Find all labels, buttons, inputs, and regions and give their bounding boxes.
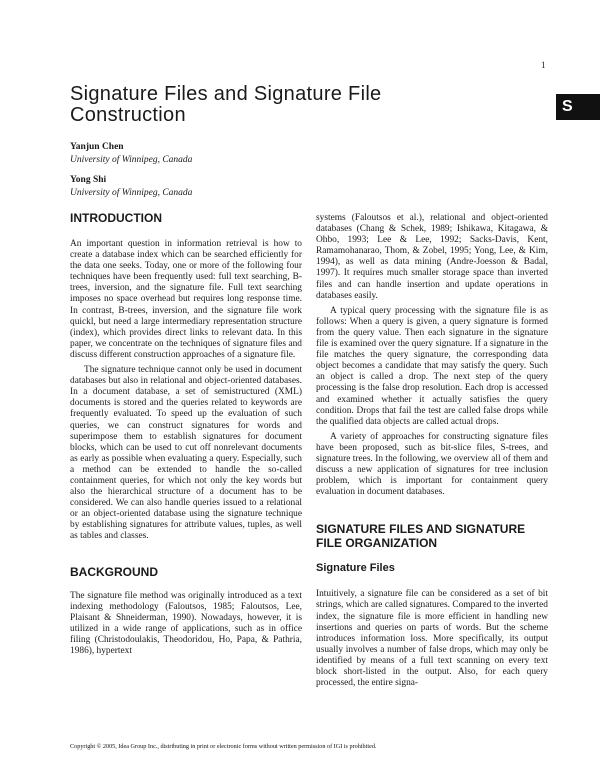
background-heading: BACKGROUND [70, 564, 158, 579]
background-paragraph: The signature file method was originally introduced as a text indexing methodology (Faloutsos, 1985; Faloutsos, Lee, Plaisant & Shneiderman, 1990). Nowadays, however, it is utilized in a wide range of applications, such as in office filing (Christodoulakis, Theodoridou, Ho, Papa, & Pathria, 1986), hypertext [70, 590, 302, 656]
intro-paragraph: An important question in information retrieval is how to create a database index which can be searched efficiently for the data one seeks. Today, one or more of the following four techniques have been frequently used: full text searching, B-trees, inversion, and the signature file. Full text searching imposes no space overhead but requires long response time. In contrast, B-trees, inversion, and the signature file work quickl, but need a large intermediary representation structure (index), which provides direct links to relevant data. In this paper, we concentrate on the techniques of signature files and discuss different construction approaches of a signature file. [70, 239, 302, 360]
paper-title: Signature Files and Signature File Construction [70, 83, 382, 126]
left-column [70, 211, 302, 657]
author-name: Yong Shi [70, 175, 107, 185]
copyright-footer: Copyright © 2005, Idea Group Inc., distributing in print or electronic forms without written permission of IGI is prohibited. [70, 743, 377, 750]
section-heading: SIGNATURE FILES AND SIGNATURE FILE ORGANIZATION [316, 522, 526, 551]
body-paragraph: A variety of approaches for constructing signature files have been proposed, such as bit-slice files, S-trees, and signature trees. In the following, we overview all of them and discuss a new application of signatures for tree inclusion problem, which is important for containment query evaluation in document databases. [316, 431, 548, 498]
introduction-heading: INTRODUCTION [70, 211, 162, 225]
right-column [316, 213, 548, 689]
subsection-heading: Signature Files [316, 562, 395, 575]
body-paragraph: A typical query processing with the signature file is as follows: When a query is given, a query signature is formed from the query value. Then each signature in the signature file is examined over the query signature. If a signature in the file matches the query signature, the corresponding data object becomes a candidate that may satisfy the query. Such an object is called a drop. The next step of the query processing is the false drop resolution. Each drop is accessed and examined whether it actually satisfies the query condition. Drops that fail the test are called false drops while the qualified data objects are called actual drops. [316, 305, 548, 427]
author-name: Yanjun Chen [70, 142, 124, 152]
author-affiliation: University of Winnipeg, Canada [70, 188, 193, 198]
page-number: 1 [541, 60, 546, 70]
intro-paragraph: The signature technique cannot only be used in document databases but also in relational and object-oriented databases. In a document database, a set of semistructured (XML) documents is stored and the queries related to keywords are frequently evaluated. To speed up the evaluation of such queries, we can construct signatures for words and superimpose them to establish signatures for document blocks, which can be used to cut off nonrelevant documents as early as possible when evaluating a query. Especially, such a method can be extended to handle the so-called containment queries, for which not only the key words but also the hierarchical structure of a document has to be considered. We can also handle queries issued to a relational or an object-oriented database using the signature technique by establishing signatures for attribute values, tuples, as well as tables and classes. [70, 365, 302, 542]
body-paragraph: Intuitively, a signature file can be considered as a set of bit strings, which are called signatures. Compared to the inverted index, the signature file is more efficient in handling new insertions and queries on parts of words. But the scheme introduces information loss. More specifically, its output usually involves a number of false drops, which may only be identified by means of a full text scanning on every text block short-listed in the output. Also, for each query processed, the entire signa- [316, 589, 548, 689]
body-paragraph: systems (Faloutsos et al.), relational and object-oriented databases (Chang & Schek, 1989; Ishikawa, Kitagawa, & Ohbo, 1993; Lee & Lee, 1992; Sacks-Davis, Kent, Ramamohanarao, Thom, & Zobel, 1995; Yong, Lee, & Kim, 1994), as well as data mining (Andre-Joesson & Badal, 1997). It requires much smaller storage space than inverted files and can handle insertion and update operations in databases easily. [316, 213, 548, 301]
section-letter-tab: S [556, 94, 600, 120]
author-affiliation: University of Winnipeg, Canada [70, 155, 193, 165]
